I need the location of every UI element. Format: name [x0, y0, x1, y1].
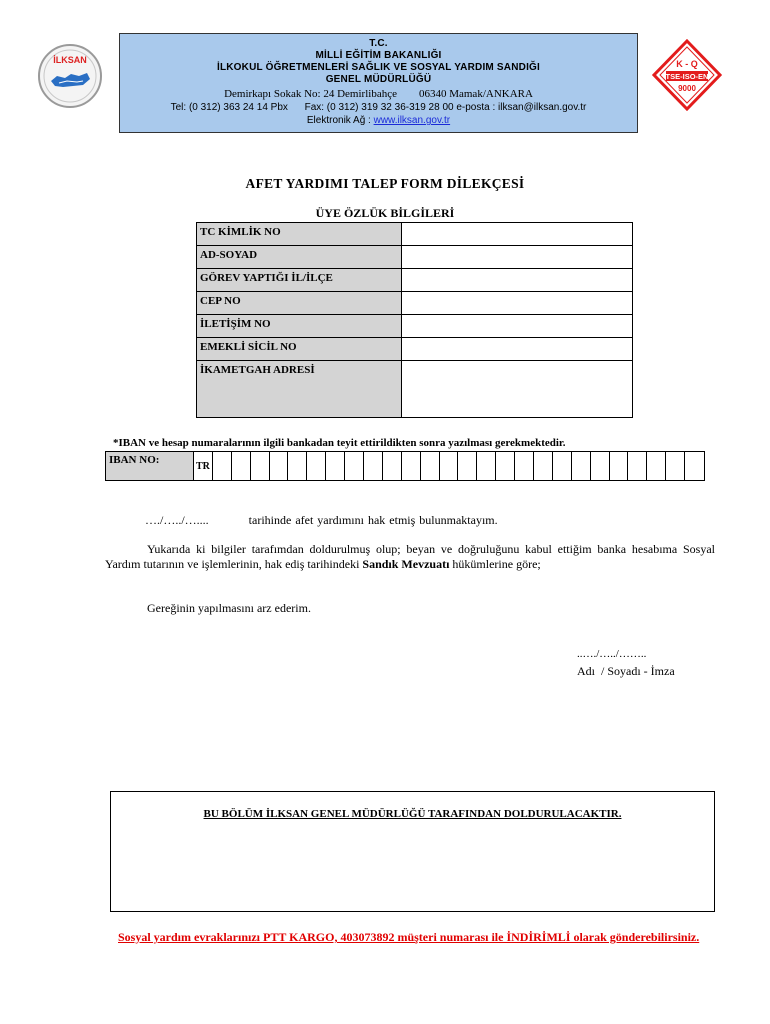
- iban-digit-box[interactable]: [232, 452, 251, 480]
- field-row-tc: [197, 223, 633, 246]
- iban-digit-box[interactable]: [421, 452, 440, 480]
- iban-digit-box[interactable]: [572, 452, 591, 480]
- field-label: İLETİŞİM NO: [197, 315, 402, 338]
- signature-date[interactable]: ..…./…../……..: [577, 648, 647, 660]
- cep-no-input[interactable]: [402, 292, 633, 315]
- emekli-sicil-input[interactable]: [402, 338, 633, 361]
- field-row-mobile: [197, 292, 633, 315]
- tse-iso-logo: [652, 39, 722, 111]
- header-line-tc: T.C.: [369, 38, 388, 49]
- iban-digit-box[interactable]: [496, 452, 515, 480]
- header-line-ministry: MİLLİ EĞİTİM BAKANLIĞI: [315, 50, 442, 61]
- form-title: AFET YARDIMI TALEP FORM DİLEKÇESİ: [245, 176, 525, 191]
- iban-digit-box[interactable]: [307, 452, 326, 480]
- ilksan-logo-text: İLKSAN: [53, 55, 87, 65]
- field-row-address: [197, 361, 633, 418]
- iletisim-no-input[interactable]: [402, 315, 633, 338]
- field-label: AD-SOYAD: [197, 246, 402, 269]
- gorev-il-ilce-input[interactable]: [402, 269, 633, 292]
- signature-label: Adı / Soyadı - İmza: [577, 664, 675, 678]
- iban-digit-box[interactable]: [610, 452, 629, 480]
- iban-prefix: TR: [194, 452, 213, 480]
- header-line-directorate: GENEL MÜDÜRLÜĞÜ: [325, 74, 432, 85]
- header-line-fund: İLKOKUL ÖĞRETMENLERİ SAĞLIK VE SOSYAL YARDIM SANDIĞI: [216, 62, 541, 73]
- iban-digit-box[interactable]: [553, 452, 572, 480]
- date-placeholder[interactable]: …./…../…....: [145, 513, 209, 527]
- iban-digit-box[interactable]: [534, 452, 553, 480]
- iban-digit-box[interactable]: [458, 452, 477, 480]
- declaration-text-a: Yukarıda ki bilgiler tarafımdan doldurulmuş olup; beyan ve doğruluğunu kabul ettiğim banka hesabıma Sosyal Yardım tutarının ve işlemlerinin, hak ediş tarihindeki: [105, 542, 715, 571]
- iban-digit-box[interactable]: [685, 452, 704, 480]
- date-statement: tarihinde afet yardımını hak etmiş bulunmaktayım.: [248, 513, 498, 527]
- ilksan-logo: [37, 43, 103, 109]
- field-row-pension: [197, 338, 633, 361]
- header-box: [119, 33, 638, 133]
- iban-label: IBAN NO:: [106, 452, 194, 480]
- tse-logo-bottom: 9000: [678, 84, 696, 93]
- field-label: İKAMETGAH ADRESİ: [197, 361, 402, 418]
- ad-soyad-input[interactable]: [402, 246, 633, 269]
- section-title: ÜYE ÖZLÜK BİLGİLERİ: [315, 206, 455, 220]
- field-label: GÖREV YAPTIĞI İL/İLÇE: [197, 269, 402, 292]
- field-row-name: [197, 246, 633, 269]
- iban-digit-box[interactable]: [647, 452, 666, 480]
- iban-digit-box[interactable]: [440, 452, 459, 480]
- iban-digit-box[interactable]: [591, 452, 610, 480]
- office-use-text: BU BÖLÜM İLKSAN GENEL MÜDÜRLÜĞÜ TARAFINDAN DOLDURULACAKTIR.: [203, 808, 622, 820]
- iban-digit-box[interactable]: [515, 452, 534, 480]
- field-label: TC KİMLİK NO: [197, 223, 402, 246]
- iban-digit-box[interactable]: [383, 452, 402, 480]
- tse-logo-top: K - Q: [676, 59, 698, 69]
- iban-digit-box[interactable]: [364, 452, 383, 480]
- iban-digit-box[interactable]: [628, 452, 647, 480]
- iban-digit-box[interactable]: [213, 452, 232, 480]
- declaration-text-b: hükümlerine göre;: [449, 557, 541, 571]
- website-link[interactable]: www.ilksan.gov.tr: [373, 115, 451, 126]
- date-line: [145, 513, 498, 528]
- field-label: EMEKLİ SİCİL NO: [197, 338, 402, 361]
- iban-digit-box[interactable]: [288, 452, 307, 480]
- tse-logo-mid: TSE-ISO-EN: [665, 72, 709, 81]
- iban-note: *IBAN ve hesap numaralarının ilgili bankadan teyit ettirildikten sonra yazılması gerekmektedir.: [113, 437, 566, 449]
- iban-row: [105, 451, 705, 481]
- ikametgah-adresi-input[interactable]: [402, 361, 633, 418]
- iban-digit-box[interactable]: [345, 452, 364, 480]
- field-label: CEP NO: [197, 292, 402, 315]
- iban-digit-box[interactable]: [477, 452, 496, 480]
- footer-shipping-note: Sosyal yardım evraklarınızı PTT KARGO, 403073892 müşteri numarası ile İNDİRİMLİ olarak gönderebilirsiniz.: [118, 930, 700, 944]
- iban-digit-box[interactable]: [402, 452, 421, 480]
- iban-digit-box[interactable]: [666, 452, 685, 480]
- header-address: Demirkapı Sokak No: 24 Demirlibahçe 06340 Mamak/ANKARA: [224, 88, 533, 100]
- iban-digit-box[interactable]: [270, 452, 289, 480]
- declaration-bold: Sandık Mevzuatı: [362, 557, 450, 571]
- member-info-table: [196, 222, 633, 418]
- iban-digit-box[interactable]: [326, 452, 345, 480]
- field-row-city: [197, 269, 633, 292]
- header-contact: Tel: (0 312) 363 24 14 Pbx Fax: (0 312) 319 32 36-319 28 00 e-posta : ilksan@ilksan.gov.tr: [170, 102, 587, 113]
- header-web: [120, 114, 637, 127]
- field-row-contact: [197, 315, 633, 338]
- header-web-prefix: Elektronik Ağ :: [306, 115, 374, 126]
- iban-digit-box[interactable]: [251, 452, 270, 480]
- request-paragraph: Gereğinin yapılmasını arz ederim.: [147, 601, 311, 615]
- tc-kimlik-input[interactable]: [402, 223, 633, 246]
- declaration-paragraph: [105, 542, 715, 572]
